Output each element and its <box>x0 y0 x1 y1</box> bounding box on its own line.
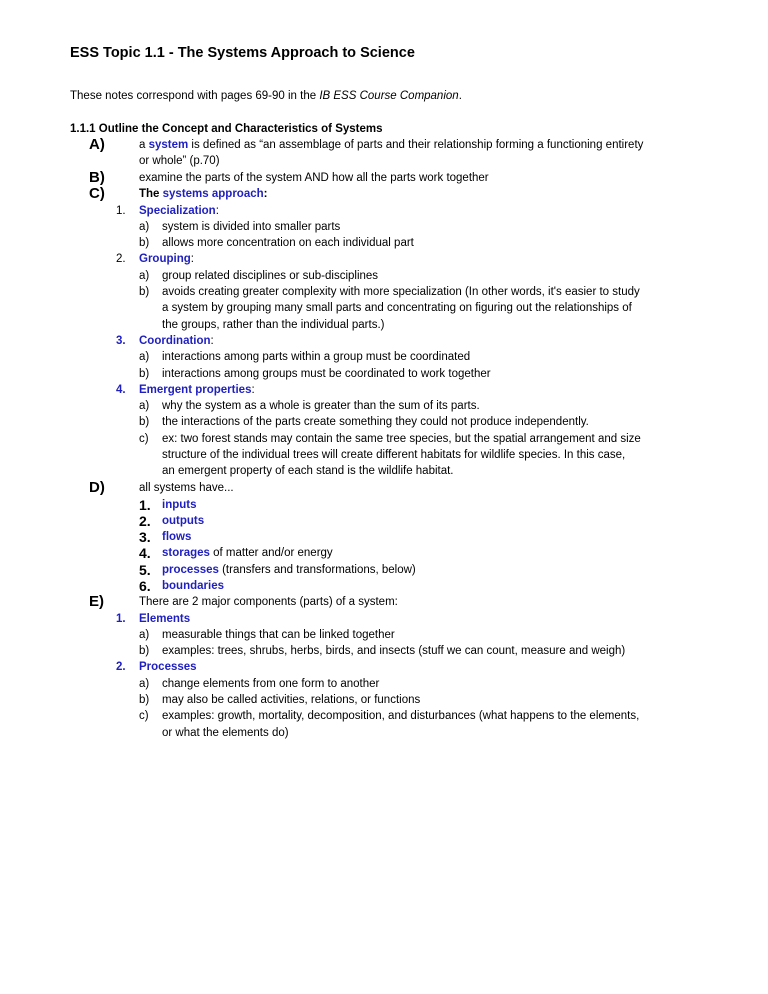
component-marker: 2. <box>116 661 126 674</box>
component-sub-text: change elements from one form to another <box>162 677 380 690</box>
page-title: ESS Topic 1.1 - The Systems Approach to Science <box>70 45 415 61</box>
characteristic-item <box>162 578 224 594</box>
characteristic-term: flows <box>162 531 192 544</box>
approach-term-colon: : <box>251 383 255 396</box>
approach-marker: 1. <box>116 204 126 217</box>
item-e-text: There are 2 major components (parts) of a system: <box>139 596 398 608</box>
characteristic-marker: 4. <box>139 545 151 562</box>
component-sub-marker: c) <box>139 710 149 723</box>
characteristic-term: inputs <box>162 498 197 511</box>
characteristic-term: outputs <box>162 514 205 527</box>
approach-sub-text: the interactions of the parts create something they could not produce independently. <box>162 416 589 429</box>
approach-sub-text: why the system as a whole is greater than the sum of its parts. <box>162 400 480 413</box>
approach-sub-text: interactions among parts within a group must be coordinated <box>162 351 471 364</box>
approach-sub-text: avoids creating greater complexity with more specialization (In other words, it's easier to study <box>162 286 640 298</box>
approach-term: Specialization <box>139 204 216 217</box>
component-sub-text: examples: trees, shrubs, herbs, birds, and insects (stuff we can count, measure and weigh) <box>162 645 626 658</box>
item-b-marker: B) <box>89 169 105 186</box>
approach-item <box>139 203 219 219</box>
approach-item <box>139 333 214 349</box>
approach-sub-text: the groups, rather than the individual parts.) <box>162 318 385 331</box>
approach-sub-text: a system by grouping many small parts and concentrating on figuring out the relationships of <box>162 302 632 315</box>
approach-term: Coordination <box>139 334 211 347</box>
component-term: Processes <box>139 661 197 674</box>
approach-sub-marker: a) <box>139 351 150 364</box>
item-d-text: all systems have... <box>139 482 234 494</box>
approach-term-colon: : <box>210 334 214 347</box>
component-sub-text: or what the elements do) <box>162 726 289 739</box>
characteristic-marker: 5. <box>139 561 151 578</box>
characteristic-description: of matter and/or energy <box>209 547 333 560</box>
item-c-text <box>139 186 267 202</box>
approach-marker: 2. <box>116 253 126 266</box>
component-sub-text: measurable things that can be linked together <box>162 628 395 641</box>
characteristic-term: storages <box>162 547 210 560</box>
item-c-post: : <box>263 188 268 200</box>
approach-sub-marker: a) <box>139 269 150 282</box>
characteristic-item <box>162 497 197 513</box>
item-c-marker: C) <box>89 185 105 202</box>
approach-item <box>139 382 255 398</box>
systems-approach-term: systems approach <box>162 188 264 200</box>
characteristic-marker: 2. <box>139 512 151 529</box>
intro-suffix: . <box>458 90 462 102</box>
approach-sub-text: allows more concentration on each individual part <box>162 237 414 250</box>
section-heading: 1.1.1 Outline the Concept and Characteristics of Systems <box>70 123 383 135</box>
intro-book-title: IB ESS Course Companion <box>319 90 459 102</box>
item-a-line1 <box>139 137 643 153</box>
approach-sub-marker: b) <box>139 237 150 250</box>
item-e-marker: E) <box>89 593 104 610</box>
characteristic-term: processes <box>162 563 219 576</box>
component-sub-marker: a) <box>139 677 150 690</box>
component-marker: 1. <box>116 612 126 625</box>
item-a-definition: is defined as “an assemblage of parts and their relationship forming a functioning entirety <box>188 139 644 151</box>
characteristic-description: (transfers and transformations, below) <box>218 563 416 576</box>
approach-sub-marker: a) <box>139 220 150 233</box>
component-sub-marker: b) <box>139 645 150 658</box>
approach-sub-text: group related disciplines or sub-disciplines <box>162 269 379 282</box>
item-c-pre: The <box>139 188 163 200</box>
system-term: system <box>148 139 189 151</box>
approach-term-colon: : <box>190 253 194 266</box>
component-sub-text: examples: growth, mortality, decomposition, and disturbances (what happens to the elements, <box>162 710 640 723</box>
item-a-pre: a <box>139 139 149 151</box>
approach-sub-text: an emergent property of each stand is the wildlife habitat. <box>162 465 454 478</box>
characteristic-marker: 1. <box>139 496 151 513</box>
approach-sub-text: interactions among groups must be coordinated to work together <box>162 367 491 380</box>
approach-term-colon: : <box>215 204 219 217</box>
approach-sub-marker: b) <box>139 416 150 429</box>
approach-term: Grouping <box>139 253 191 266</box>
approach-sub-marker: b) <box>139 286 150 298</box>
characteristic-term: boundaries <box>162 580 224 592</box>
characteristic-item <box>162 545 333 561</box>
characteristic-item <box>162 513 204 529</box>
item-a-marker: A) <box>89 136 105 153</box>
characteristic-marker: 6. <box>139 578 151 594</box>
characteristic-marker: 3. <box>139 529 151 546</box>
component-term: Elements <box>139 612 191 625</box>
intro-prefix: These notes correspond with pages 69-90 in the <box>70 90 320 102</box>
approach-sub-text: structure of the individual trees will create different habitats for wildlife species. In this case, <box>162 449 626 461</box>
component-sub-marker: b) <box>139 694 150 706</box>
approach-sub-marker: a) <box>139 400 150 413</box>
characteristic-item <box>162 529 191 545</box>
approach-sub-marker: b) <box>139 367 150 380</box>
approach-sub-text: ex: two forest stands may contain the same tree species, but the spatial arrangement and size <box>162 432 641 445</box>
approach-sub-text: system is divided into smaller parts <box>162 220 341 233</box>
approach-marker: 4. <box>116 383 126 396</box>
intro-paragraph <box>70 88 462 104</box>
item-d-marker: D) <box>89 479 105 496</box>
component-sub-marker: a) <box>139 628 150 641</box>
item-a-line2: or whole” (p.70) <box>139 155 220 167</box>
characteristic-item <box>162 562 416 578</box>
item-b-text: examine the parts of the system AND how all the parts work together <box>139 172 489 184</box>
approach-marker: 3. <box>116 334 126 347</box>
approach-sub-marker: c) <box>139 432 149 445</box>
approach-item <box>139 251 194 267</box>
approach-term: Emergent properties <box>139 383 252 396</box>
component-sub-text: may also be called activities, relations, or functions <box>162 694 421 706</box>
